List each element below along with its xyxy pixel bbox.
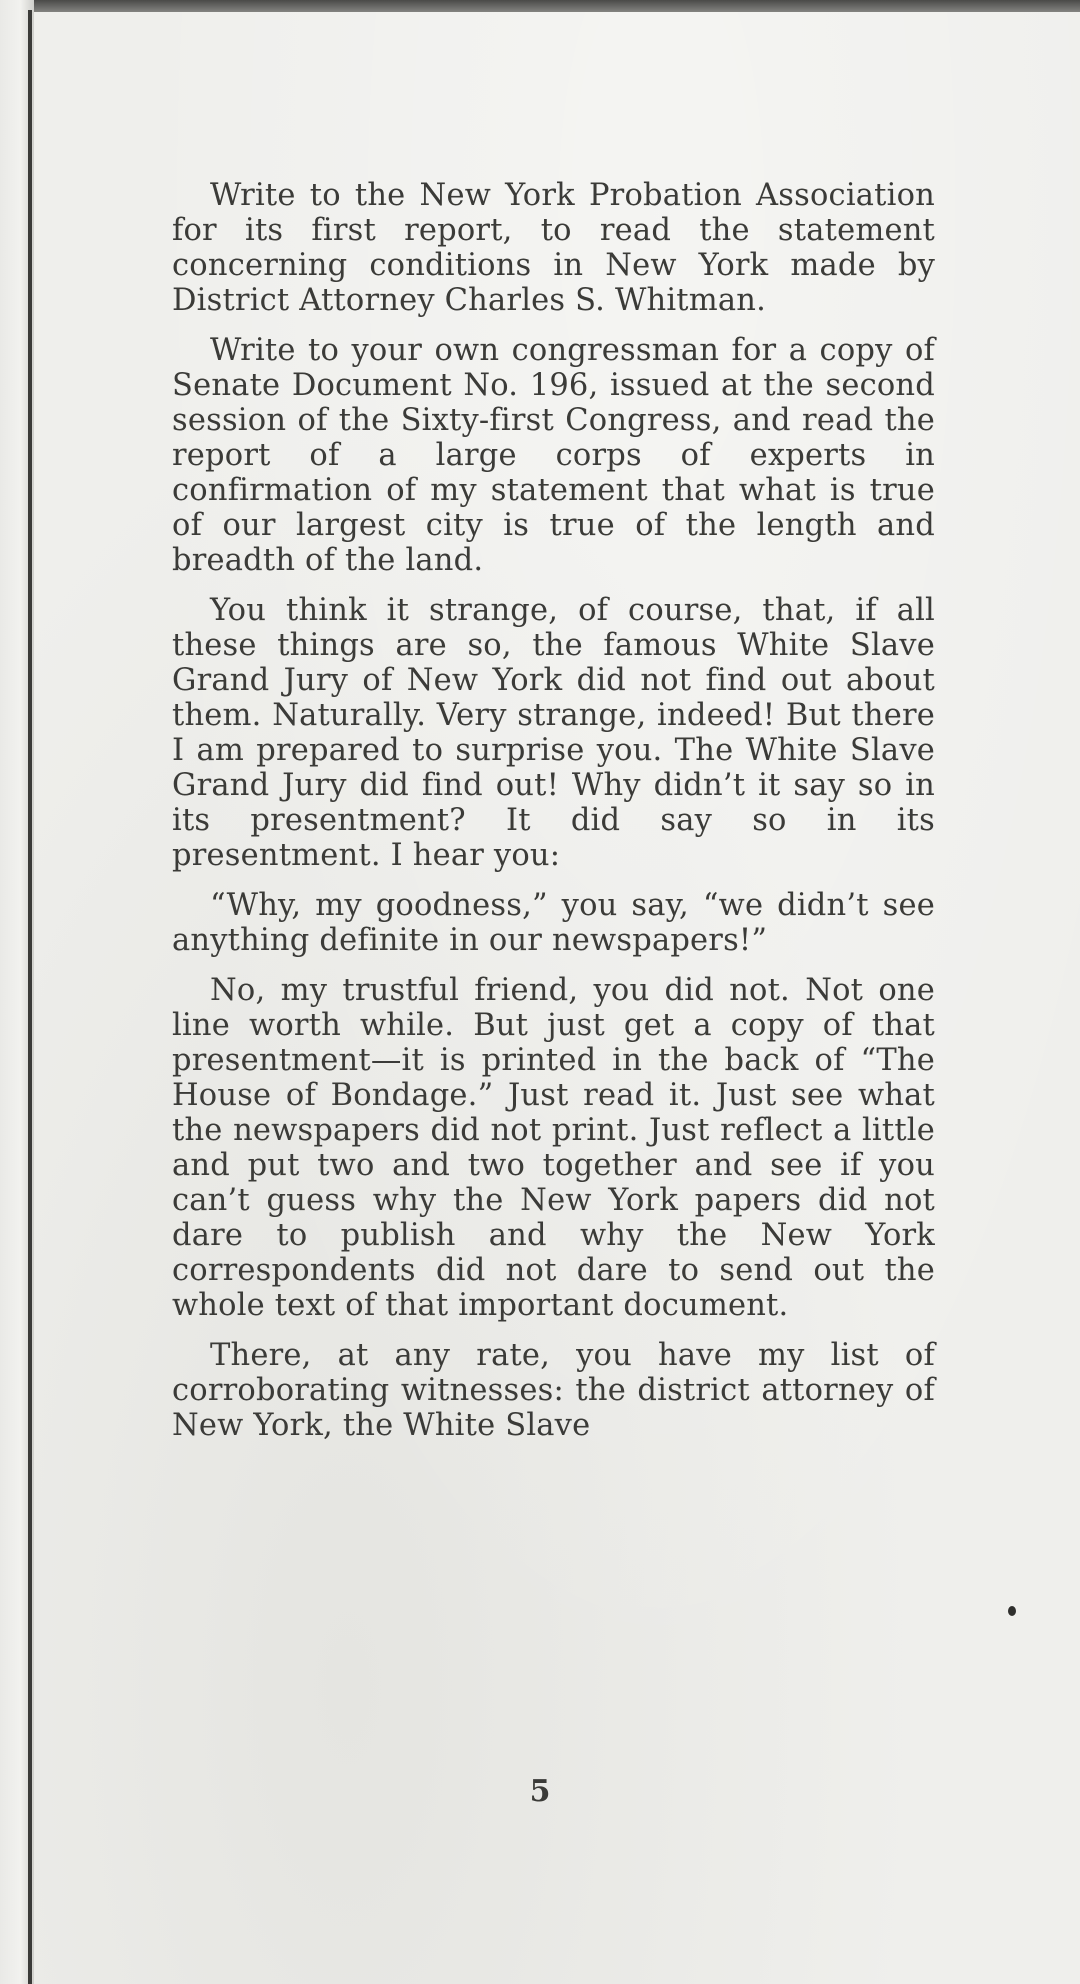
paragraph-3: You think it strange, of course, that, if all these things are so, the famous White Slave Grand Jury of New York did not find out about them. Naturally. Very strange, indeed! But there I am prepared to surprise you. The White Slave Grand Jury did find out! Why didn’t it say so in its presentment? It did say so in its presentment. I hear you: bbox=[172, 593, 935, 873]
paragraph-2: Write to your own congressman for a copy of Senate Document No. 196, issued at the second session of the Sixty-first Congress, and read the report of a large corps of experts in confirmation of my statement that what is true of our largest city is true of the length and breadth of the land. bbox=[172, 333, 935, 578]
paragraph-4: “Why, my goodness,” you say, “we didn’t see anything definite in our newspapers!” bbox=[172, 888, 935, 958]
paragraph-1: Write to the New York Probation Association for its first report, to read the statement concerning conditions in New York made by District Attorney Charles S. Whitman. bbox=[172, 178, 935, 318]
ink-speck bbox=[1008, 1606, 1016, 1616]
body-text bbox=[172, 178, 935, 1458]
paragraph-6: There, at any rate, you have my list of corroborating witnesses: the district attorney of New York, the White Slave bbox=[172, 1338, 935, 1443]
book-spine bbox=[28, 10, 32, 1984]
page-number: 5 bbox=[529, 1774, 551, 1809]
paragraph-5: No, my trustful friend, you did not. Not one line worth while. But just get a copy of that presentment—it is printed in the back of “The House of Bondage.” Just read it. Just see what the newspapers did not print. Just reflect a little and put two and two together and see if you can’t guess why the New York papers did not dare to publish and why the New York correspondents did not dare to send out the whole text of that important document. bbox=[172, 973, 935, 1323]
